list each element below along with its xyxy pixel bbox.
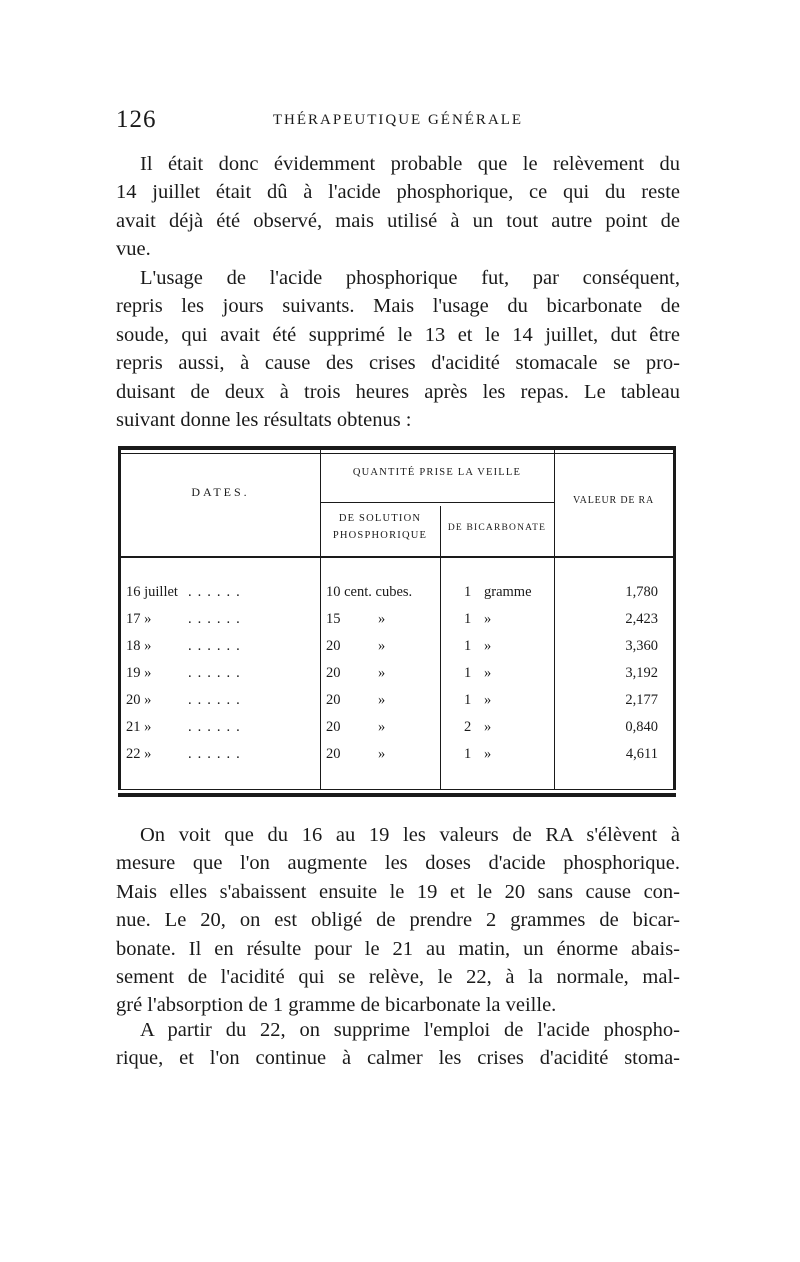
text-line: soude, qui avait été supprimé le 13 et le 14 juillet, dut être	[116, 323, 680, 346]
paragraph-2	[116, 264, 680, 434]
date-cell	[126, 584, 316, 601]
header-solution	[320, 510, 440, 544]
header-dates: DATES.	[191, 485, 250, 499]
text-line: Il était donc évidemment probable que le relèvement du	[140, 153, 680, 175]
text-line: gré l'absorption de 1 gramme de bicarbonate la veille.	[116, 994, 557, 1017]
date-text: 16 juillet	[126, 584, 178, 600]
date-cell	[126, 746, 316, 763]
header-quantity: QUANTITÉ PRISE LA VEILLE	[352, 467, 522, 478]
text-line: avait déjà été observé, mais utilisé à un tout autre point de	[116, 209, 680, 232]
text-line: rique, et l'on continue à calmer les crises d'acidité stoma-	[116, 1047, 680, 1070]
table-rule	[118, 446, 676, 450]
solution-unit: »	[378, 638, 386, 654]
value-cell: 0,840	[625, 719, 658, 735]
header-solution-line2: PHOSPHORIQUE	[332, 530, 428, 541]
solution-unit: »	[378, 665, 386, 681]
text-line: repris les jours suivants. Mais l'usage du bicarbonate de	[116, 295, 680, 318]
table-row	[118, 692, 676, 719]
header-bicarbonate: DE BICARBONATE	[447, 523, 547, 533]
running-title: THÉRAPEUTIQUE GÉNÉRALE	[272, 112, 524, 128]
bicarbonate-unit: »	[484, 692, 492, 708]
table-row	[118, 746, 676, 773]
solution-cell: 20	[326, 692, 341, 708]
bicarbonate-unit: gramme	[484, 584, 532, 600]
date-text: 21 »	[126, 719, 152, 735]
date-text: 18 »	[126, 638, 152, 654]
leader-dots: ......	[188, 692, 246, 708]
table-rule	[118, 453, 676, 454]
bicarbonate-cell: 2	[464, 719, 472, 735]
leader-dots: ......	[188, 638, 246, 654]
solution-cell: 20	[326, 719, 341, 735]
text-line: repris aussi, à cause des crises d'acidité stomacale se pro-	[116, 352, 680, 375]
bicarbonate-cell: 1	[464, 638, 472, 654]
table-row	[118, 584, 676, 611]
table-rule	[118, 793, 676, 797]
text-line: mesure que l'on augmente les doses d'acide phosphorique.	[116, 852, 680, 875]
leader-dots: ......	[188, 665, 246, 681]
date-cell	[126, 692, 316, 709]
value-cell: 1,780	[625, 584, 658, 600]
bicarbonate-cell: 1	[464, 611, 472, 627]
header-value: VALEUR DE RA	[572, 495, 655, 506]
header-solution-line1: DE SOLUTION	[338, 513, 422, 524]
page-number: 126	[116, 106, 157, 133]
value-cell: 4,611	[625, 746, 658, 762]
table-rule	[118, 789, 676, 790]
bicarbonate-unit: »	[484, 719, 492, 735]
value-cell: 3,192	[625, 665, 658, 681]
solution-cell: 20	[326, 638, 341, 654]
date-text: 17 »	[126, 611, 152, 627]
paragraph-1	[116, 150, 680, 264]
text-line: suivant donne les résultats obtenus :	[116, 409, 412, 432]
text-line: A partir du 22, on supprime l'emploi de l'acide phospho-	[140, 1019, 680, 1041]
bicarbonate-cell: 1	[464, 584, 472, 600]
solution-unit: »	[378, 692, 386, 708]
text-line: bonate. Il en résulte pour le 21 au matin, un énorme abais-	[116, 937, 680, 960]
page-header	[116, 106, 680, 140]
table-row	[118, 665, 676, 692]
bicarbonate-unit: »	[484, 611, 492, 627]
solution-unit: »	[378, 746, 386, 762]
date-text: 19 »	[126, 665, 152, 681]
date-text: 20 »	[126, 692, 152, 708]
results-table	[118, 446, 676, 798]
paragraph-4	[116, 1016, 680, 1073]
solution-unit: »	[378, 611, 386, 627]
leader-dots: ......	[188, 719, 246, 735]
bicarbonate-unit: »	[484, 638, 492, 654]
leader-dots: ......	[188, 746, 246, 762]
date-cell	[126, 638, 316, 655]
date-cell	[126, 665, 316, 682]
date-cell	[126, 719, 316, 736]
solution-cell: 20	[326, 746, 341, 762]
table-rule	[118, 556, 676, 558]
bicarbonate-cell: 1	[464, 746, 472, 762]
value-cell: 2,177	[625, 692, 658, 708]
text-line: 14 juillet était dû à l'acide phosphorique, ce qui du reste	[116, 181, 680, 204]
text-line: Mais elles s'abaissent ensuite le 19 et le 20 sans cause con-	[116, 880, 680, 903]
text-line: nue. Le 20, on est obligé de prendre 2 grammes de bicar-	[116, 909, 680, 932]
bicarbonate-unit: »	[484, 665, 492, 681]
text-line: duisant de deux à trois heures après les repas. Le tableau	[116, 380, 680, 403]
date-text: 22 »	[126, 746, 152, 762]
text-line: On voit que du 16 au 19 les valeurs de RA s'élèvent à	[140, 824, 680, 846]
date-cell	[126, 611, 316, 628]
paragraph-3	[116, 821, 680, 1020]
table-row	[118, 719, 676, 746]
solution-cell: 10 cent. cubes.	[326, 584, 413, 600]
solution-cell: 20	[326, 665, 341, 681]
solution-unit: »	[378, 719, 386, 735]
leader-dots: ......	[188, 611, 246, 627]
bicarbonate-cell: 1	[464, 692, 472, 708]
text-line: L'usage de l'acide phosphorique fut, par conséquent,	[140, 267, 680, 289]
text-line: vue.	[116, 238, 151, 261]
text-line: sement de l'acidité qui se relève, le 22, à la normale, mal-	[116, 966, 680, 989]
bicarbonate-cell: 1	[464, 665, 472, 681]
solution-cell: 15	[326, 611, 341, 627]
table-row	[118, 638, 676, 665]
bicarbonate-unit: »	[484, 746, 492, 762]
table-row	[118, 611, 676, 638]
header-sub-rule	[320, 502, 554, 503]
value-cell: 3,360	[625, 638, 658, 654]
leader-dots: ......	[188, 584, 246, 600]
value-cell: 2,423	[625, 611, 658, 627]
